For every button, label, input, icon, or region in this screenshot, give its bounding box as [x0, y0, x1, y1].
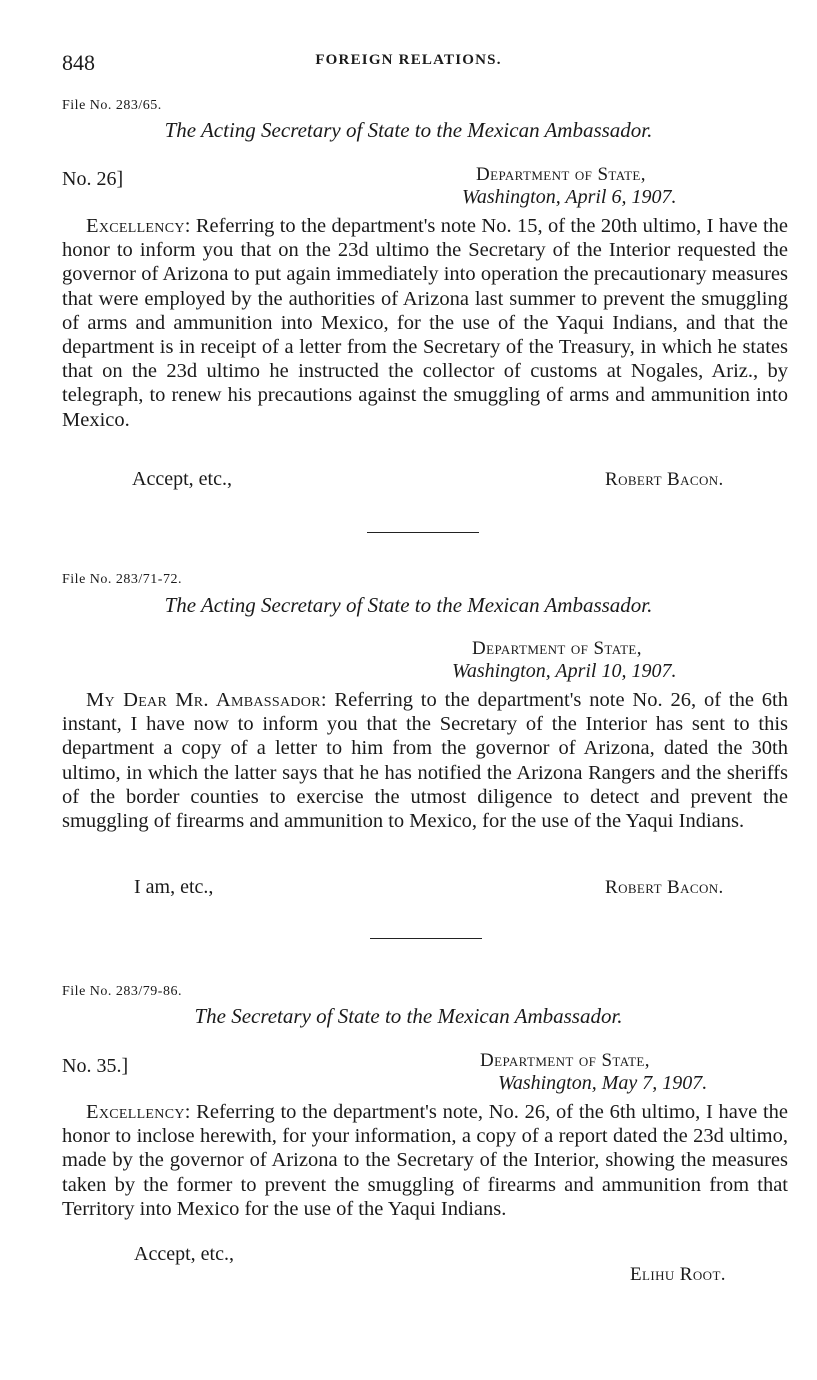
signature: Robert Bacon.: [605, 877, 724, 898]
department-line: Department of State,: [476, 164, 646, 185]
dateline: Washington, April 10, 1907.: [452, 660, 677, 682]
file-number: File No. 283/79-86.: [62, 984, 182, 999]
running-head: FOREIGN RELATIONS.: [315, 52, 502, 68]
signature: Robert Bacon.: [605, 469, 724, 490]
letter-body: [62, 1100, 788, 1221]
department-line: Department of State,: [472, 638, 642, 659]
dateline: Washington, April 6, 1907.: [462, 186, 677, 208]
section-divider: [370, 938, 482, 939]
document-number: No. 35.]: [62, 1055, 129, 1077]
letter-body-text: : Referring to the department's note, No. 26, of the 6th ultimo, I have the honor to inclose herewith, for your information, a copy of a report dated the 23d ultimo, made by the governor of Arizona to the Secretary of the Interior, showing the measures taken by the former to prevent the smuggling of firearms and ammunition from that Territory into Mexico for the use of the Yaqui Indians.: [62, 1101, 788, 1220]
letter-body-text: : Referring to the department's note No. 26, of the 6th instant, I have now to inform you that the Secretary of the Interior has sent to this department a copy of a letter to him from the governor of Arizona, dated the 30th ultimo, in which the latter says that he has notified the Arizona Rangers and the sheriffs of the border counties to exercise the utmost diligence to detect and prevent the smuggling of firearms and ammunition to Mexico, for the use of the Yaqui Indians.: [62, 689, 789, 833]
page-number: 848: [62, 50, 95, 75]
letter-heading: The Secretary of State to the Mexican Ambassador.: [194, 1004, 623, 1028]
salutation: My Dear Mr. Ambassador: [86, 689, 321, 711]
dateline: Washington, May 7, 1907.: [498, 1072, 708, 1094]
salutation: Excellency: [86, 215, 185, 237]
letter-body: [62, 688, 788, 833]
letter-heading: The Acting Secretary of State to the Mexican Ambassador.: [164, 118, 653, 142]
document-number: No. 26]: [62, 168, 124, 190]
closing: I am, etc.,: [134, 876, 214, 898]
closing: Accept, etc.,: [134, 1243, 234, 1265]
letter-heading: The Acting Secretary of State to the Mexican Ambassador.: [164, 593, 653, 617]
letter-body: [62, 214, 788, 432]
closing: Accept, etc.,: [132, 468, 232, 490]
section-divider: [367, 532, 479, 533]
salutation: Excellency: [86, 1101, 185, 1123]
file-number: File No. 283/71-72.: [62, 572, 182, 587]
department-line: Department of State,: [480, 1050, 650, 1071]
signature: Elihu Root.: [630, 1264, 726, 1285]
letter-body-text: : Referring to the department's note No. 15, of the 20th ultimo, I have the honor to inform you that on the 23d ultimo the Secretary of the Interior requested the governor of Arizona to put again immediately into operation the precautionary measures that were employed by the authorities of Arizona last summer to prevent the smuggling of arms and ammunition into Mexico, for the use of the Yaqui Indians, and that the department is in receipt of a letter from the Secretary of the Treasury, in which he states that on the 23d ultimo he instructed the collector of customs at Nogales, Ariz., by telegraph, to renew his precautions against the smuggling of arms and ammunition into Mexico.: [62, 215, 788, 431]
file-number: File No. 283/65.: [62, 98, 162, 113]
